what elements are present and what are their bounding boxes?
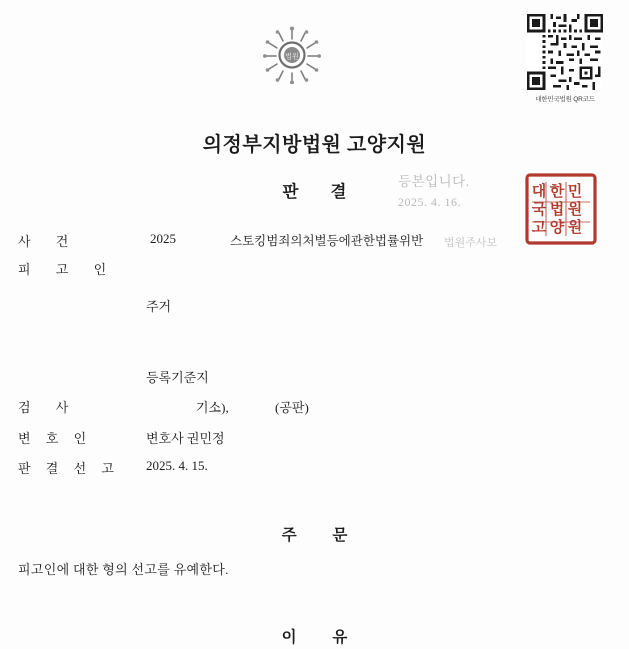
field-case-charge: 스토킹범죄의처벌등에관한법률위반 [230,234,424,248]
field-residence-label: 주거 [146,299,172,314]
court-emblem-icon [263,26,321,84]
svg-text:원: 원 [567,201,583,218]
field-case-year: 2025 [150,231,176,246]
qr-caption: 대한민국법원 QR코드 [535,96,595,103]
document-kind-heading: 판 결 [282,182,361,201]
copy-stamp-line2: 2025. 4. 16. [398,195,461,209]
order-text: 피고인에 대한 형의 선고를 유예한다. [18,562,229,577]
field-prosecutor-label: 검 사 [18,400,80,415]
court-title: 의정부지방법원 고양지원 [202,134,427,156]
reason-heading: 이 유 [281,629,364,646]
svg-text:고: 고 [531,219,547,236]
field-prosecutor-value-1: 기소), [196,400,229,415]
qr-code-block [519,14,611,103]
field-case-label: 사 건 [18,234,80,249]
field-attorney-value: 변호사 권민정 [146,431,225,446]
copy-stamp-line1: 등본입니다. [398,174,470,189]
svg-text:법: 법 [549,201,565,218]
svg-text:국: 국 [531,201,547,218]
field-defendant-label: 피 고 인 [18,262,118,277]
field-attorney-label: 변 호 인 [18,431,93,446]
field-registry-label: 등록기준지 [146,370,209,385]
field-judgment-date-label: 판 결 선 고 [18,461,120,476]
order-heading: 주 문 [281,527,364,544]
qr-code-icon [527,14,603,90]
certified-copy-stamp [398,172,470,212]
svg-text:양: 양 [549,219,565,236]
svg-text:법원: 법원 [285,53,299,61]
field-case-tail: 법원주사보 [444,237,498,249]
field-judgment-date-value: 2025. 4. 15. [146,458,208,473]
svg-text:대: 대 [531,183,547,200]
svg-text:민: 민 [567,183,583,200]
field-prosecutor-value-2: (공판) [275,400,309,415]
court-seal-icon [524,172,598,246]
svg-text:원: 원 [567,219,583,236]
svg-text:한: 한 [549,183,565,200]
